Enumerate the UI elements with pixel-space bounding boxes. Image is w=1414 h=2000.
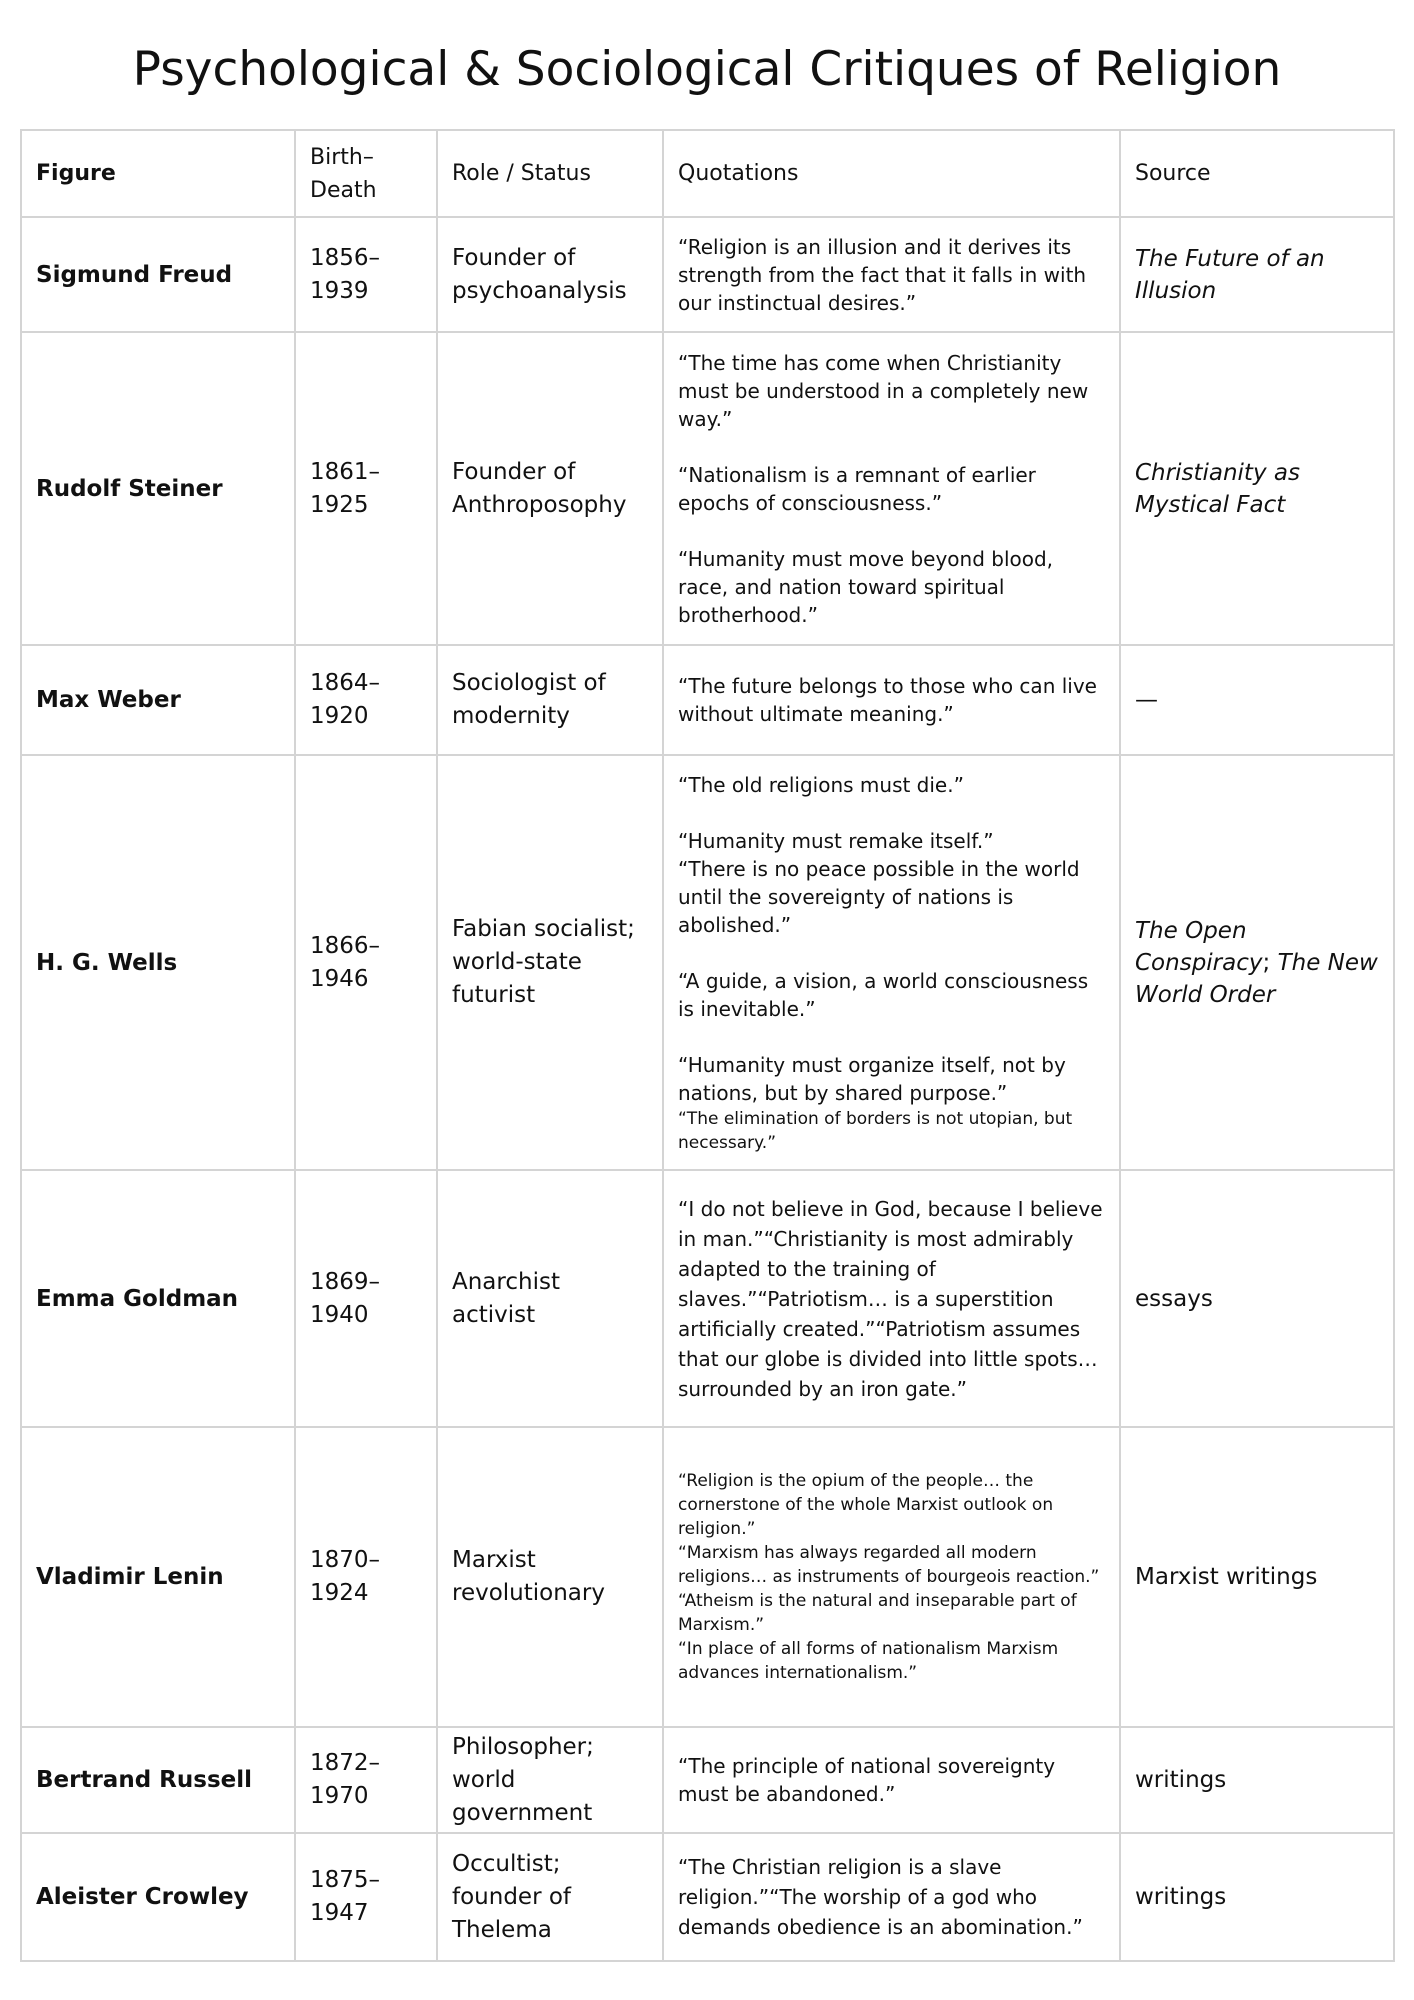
header-figure: Figure <box>21 130 295 217</box>
table-row <box>21 755 1394 1170</box>
life-dates: 1866–1946 <box>295 755 437 1170</box>
life-dates: 1869–1940 <box>295 1170 437 1427</box>
source-cell <box>1120 332 1394 645</box>
quote: “The future belongs to those who can live without ultimate meaning.” <box>678 674 1097 726</box>
source-title: The Future of an Illusion <box>1135 245 1325 304</box>
critiques-table <box>20 129 1395 1962</box>
quotations-cell <box>663 645 1120 755</box>
source-cell: essays <box>1120 1170 1394 1427</box>
header-quotations: Quotations <box>663 130 1120 217</box>
life-dates: 1864–1920 <box>295 645 437 755</box>
role-clip <box>452 1730 648 1830</box>
quote: “Religion is the opium of the people… the cornerstone of the whole Marxist outlook on religion.” <box>678 1471 1054 1539</box>
table-row <box>21 332 1394 645</box>
quote: “The Christian religion is a slave religion.”“The worship of a god who demands obedience is an abomination.” <box>678 1855 1083 1939</box>
source-title: The New World Order <box>1135 949 1378 1008</box>
source-cell <box>1120 755 1394 1170</box>
quote: “I do not believe in God, because I believe in man.”“Christianity is most admirably adapted to the training of slaves.”“Patriotism… is a superstition artificially created.”“Patriotism assumes that our globe is divided into little spots… surrounded by an iron gate.” <box>678 1196 1103 1401</box>
quotations-cell <box>663 755 1120 1170</box>
role-status: Founder of psychoanalysis <box>437 217 663 332</box>
quote: “A guide, a vision, a world consciousness is inevitable.” <box>678 968 1089 1021</box>
quotations-cell <box>663 1427 1120 1727</box>
quote: “Humanity must organize itself, not by nations, but by shared purpose.” <box>678 1052 1066 1105</box>
figure-name: Aleister Crowley <box>21 1833 295 1961</box>
figure-name: Rudolf Steiner <box>21 332 295 645</box>
quote: “Humanity must remake itself.” <box>678 828 994 853</box>
quote: “The principle of national sovereignty must be abandoned.” <box>678 1754 1056 1806</box>
header-role: Role / Status <box>437 130 663 217</box>
figure-name: H. G. Wells <box>21 755 295 1170</box>
source-separator: ; <box>1262 949 1278 976</box>
role-status: Sociologist of modernity <box>437 645 663 755</box>
life-dates: 1872–1970 <box>295 1727 437 1833</box>
source-cell <box>1120 217 1394 332</box>
quote: “The elimination of borders is not utopian, but necessary.” <box>678 1108 1073 1153</box>
figure-name: Vladimir Lenin <box>21 1427 295 1727</box>
header-life: Birth–Death <box>295 130 437 217</box>
quotations-cell <box>663 1727 1120 1833</box>
life-dates: 1856–1939 <box>295 217 437 332</box>
life-dates: 1861–1925 <box>295 332 437 645</box>
source-cell: — <box>1120 645 1394 755</box>
role-status: Founder of Anthroposophy <box>437 332 663 645</box>
table-row <box>21 1727 1394 1833</box>
life-dates: 1875–1947 <box>295 1833 437 1961</box>
quote: “In place of all forms of nationalism Marxism advances internationalism.” <box>678 1639 1059 1683</box>
figure-name: Max Weber <box>21 645 295 755</box>
quote: “Atheism is the natural and inseparable part of Marxism.” <box>678 1591 1077 1635</box>
table-row <box>21 1427 1394 1727</box>
quotations-cell <box>663 1833 1120 1961</box>
quote: “The old religions must die.” <box>678 772 964 797</box>
quotations-cell <box>663 217 1120 332</box>
quote: “Humanity must move beyond blood, race, and nation toward spiritual brotherhood.” <box>678 546 1054 627</box>
table-row <box>21 645 1394 755</box>
quotations-cell <box>663 1170 1120 1427</box>
quote: “Marxism has always regarded all modern religions… as instruments of bourgeois reaction.” <box>678 1543 1100 1587</box>
quote: “Religion is an illusion and it derives its strength from the fact that it falls in with our instinctual desires.” <box>678 234 1087 315</box>
role-status: Occultist; founder of Thelema <box>437 1833 663 1961</box>
table-row <box>21 1170 1394 1427</box>
source-title: The Open Conspiracy <box>1135 917 1263 976</box>
source-cell: writings <box>1120 1727 1394 1833</box>
role-status: Anarchist activist <box>437 1170 663 1427</box>
table-row <box>21 217 1394 332</box>
role-status: Fabian socialist; world-state futurist <box>437 755 663 1170</box>
source-title: Christianity as Mystical Fact <box>1135 459 1300 518</box>
role-status <box>437 1727 663 1833</box>
header-row <box>21 130 1394 217</box>
quote: “The time has come when Christianity must be understood in a completely new way.” <box>678 350 1089 431</box>
source-cell: Marxist writings <box>1120 1427 1394 1727</box>
figure-name: Sigmund Freud <box>21 217 295 332</box>
role-status: Marxist revolutionary <box>437 1427 663 1727</box>
page-title: Psychological & Sociological Critiques of Religion <box>132 42 1282 97</box>
life-dates: 1870–1924 <box>295 1427 437 1727</box>
header-source: Source <box>1120 130 1394 217</box>
role-text: Philosopher; world government <box>452 1733 594 1826</box>
source-cell: writings <box>1120 1833 1394 1961</box>
table-row <box>21 1833 1394 1961</box>
figure-name: Emma Goldman <box>21 1170 295 1427</box>
quotations-cell <box>663 332 1120 645</box>
quote: “There is no peace possible in the world until the sovereignty of nations is abolished.” <box>678 856 1080 937</box>
figure-name: Bertrand Russell <box>21 1727 295 1833</box>
quote: “Nationalism is a remnant of earlier epochs of consciousness.” <box>678 462 1036 515</box>
